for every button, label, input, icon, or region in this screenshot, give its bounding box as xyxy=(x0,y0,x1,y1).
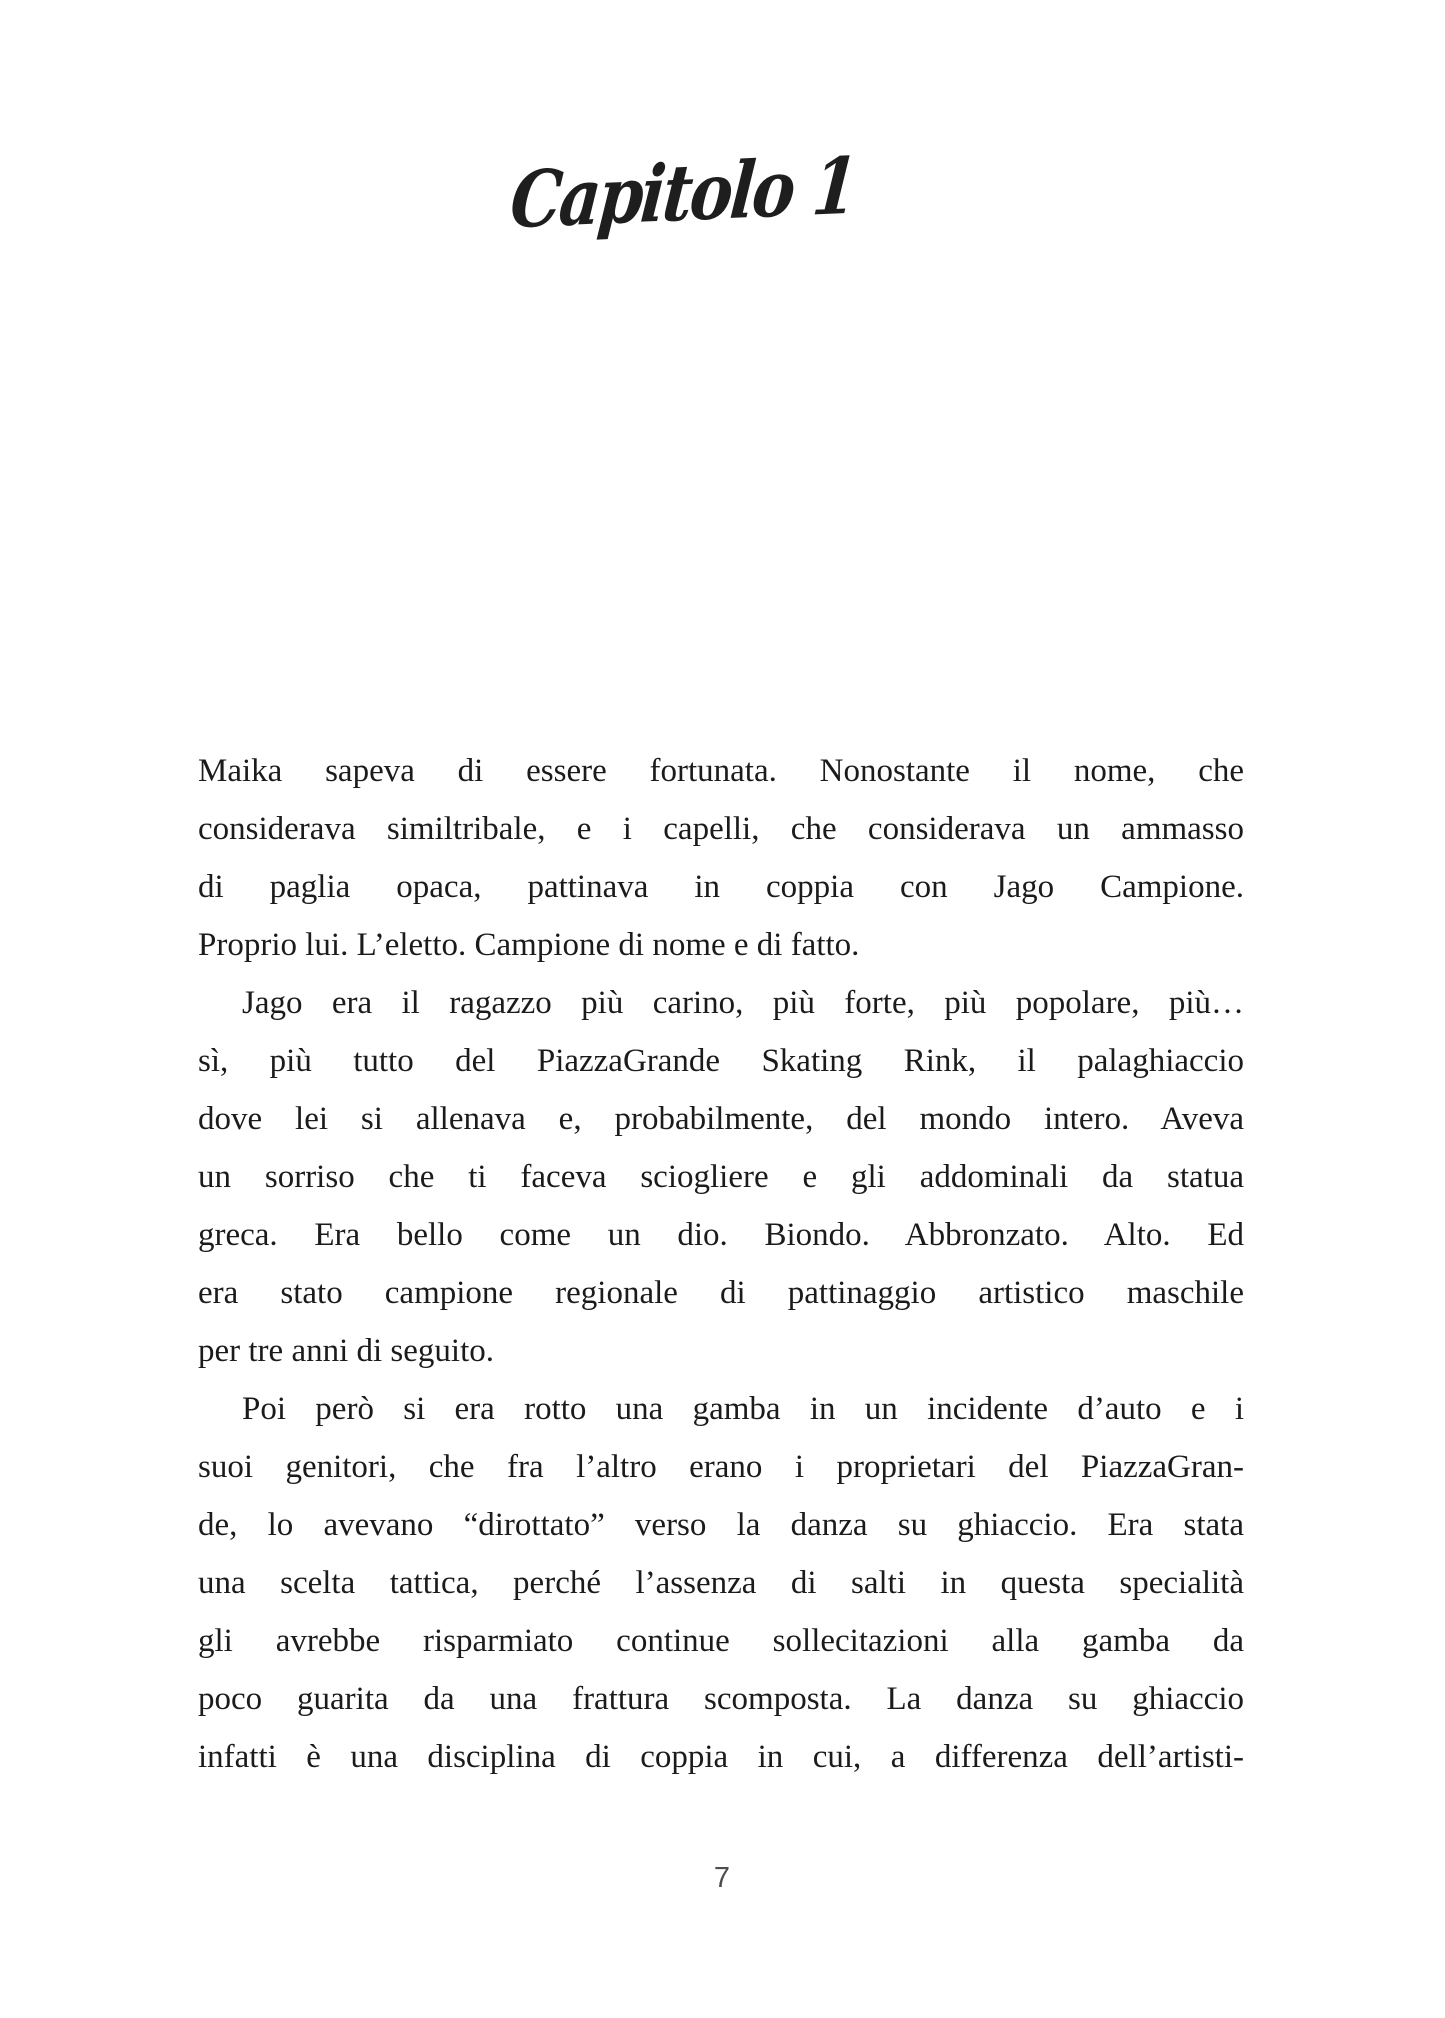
text-line: de, lo avevano “dirottato” verso la danza su ghiaccio. Era stata xyxy=(198,1507,1244,1543)
text-line: era stato campione regionale di pattinaggio artistico maschile xyxy=(198,1275,1244,1311)
text-line: suoi genitori, che fra l’altro erano i proprietari del PiazzaGran- xyxy=(198,1449,1244,1485)
text-line: gli avrebbe risparmiato continue sollecitazioni alla gamba da xyxy=(198,1623,1244,1659)
page-number: 7 xyxy=(713,1862,732,1894)
chapter-heading xyxy=(0,140,1445,247)
text-line: dove lei si allenava e, probabilmente, del mondo intero. Aveva xyxy=(198,1101,1244,1137)
text-line: Poi però si era rotto una gamba in un incidente d’auto e i xyxy=(242,1391,1244,1427)
text-line: Jago era il ragazzo più carino, più forte, più popolare, più… xyxy=(242,985,1244,1021)
text-line: di paglia opaca, pattinava in coppia con Jago Campione. xyxy=(198,869,1244,905)
text-line: per tre anni di seguito. xyxy=(198,1333,495,1369)
text-line: Maika sapeva di essere fortunata. Nonostante il nome, che xyxy=(198,753,1244,789)
text-line: una scelta tattica, perché l’assenza di salti in questa specialità xyxy=(198,1565,1244,1601)
text-line: infatti è una disciplina di coppia in cui, a differenza dell’artisti- xyxy=(198,1739,1244,1775)
body-text xyxy=(198,742,1244,1786)
text-line: Proprio lui. L’eletto. Campione di nome e di fatto. xyxy=(198,927,860,963)
chapter-title: Capitolo 1 xyxy=(506,140,859,247)
text-line: sì, più tutto del PiazzaGrande Skating Rink, il palaghiaccio xyxy=(198,1043,1244,1079)
text-line: considerava similtribale, e i capelli, che considerava un ammasso xyxy=(198,811,1244,847)
text-line: poco guarita da una frattura scomposta. La danza su ghiaccio xyxy=(198,1681,1244,1717)
text-line: greca. Era bello come un dio. Biondo. Abbronzato. Alto. Ed xyxy=(198,1217,1244,1253)
text-line: un sorriso che ti faceva sciogliere e gli addominali da statua xyxy=(198,1159,1244,1195)
